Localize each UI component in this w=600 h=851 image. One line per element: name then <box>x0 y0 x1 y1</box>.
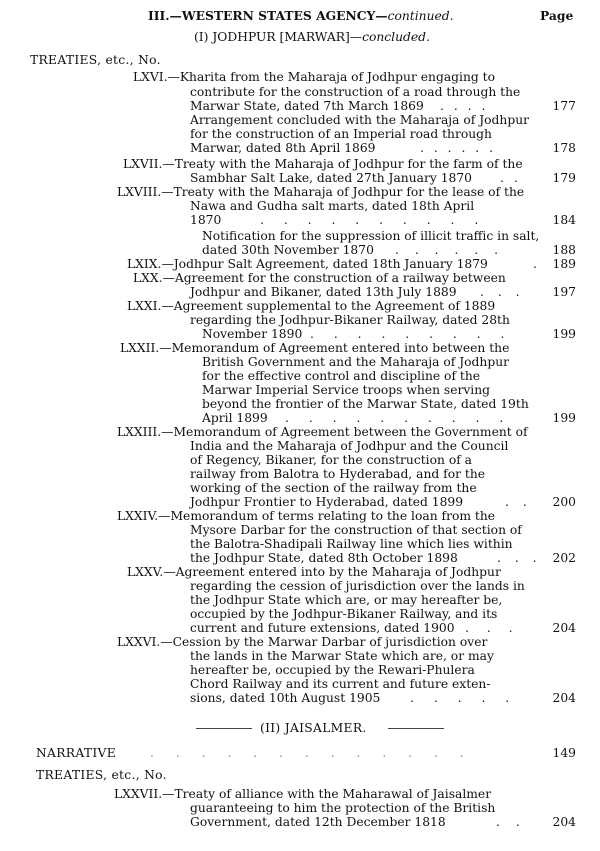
page-column-label: Page <box>540 8 574 23</box>
entry-line: LXVIII.—Treaty with the Maharaja of Jodhpur for the lease of the <box>117 185 525 199</box>
entry-line: current and future extensions, dated 1900 <box>190 621 455 635</box>
entry-line: the Balotra-Shadipali Railway line which lies within <box>190 537 513 551</box>
entry-line: Chord Railway and its current and future exten- <box>190 677 491 691</box>
leader-dots: . . . <box>465 621 520 635</box>
leader-dots: . . . <box>497 551 542 565</box>
leader-dots: . . . . . . . . . . . . . <box>150 746 473 760</box>
treaties-heading: TREATIES, etc., No. <box>30 53 161 67</box>
leader-dots: . <box>533 257 540 271</box>
leader-dots: . . <box>496 815 526 829</box>
entry-line: Jodhpur Frontier to Hyderabad, dated 1899 <box>190 495 464 509</box>
entry-line: Marwar Imperial Service troops when serving <box>202 383 491 397</box>
entry-line: the lands in the Marwar State which are, or may <box>190 649 494 663</box>
leader-dots: . . . <box>480 285 525 299</box>
entry-line: 1870 <box>190 213 222 227</box>
narrative-label: NARRATIVE <box>36 746 116 760</box>
entry-line: Jodhpur and Bikaner, dated 13th July 1889 <box>190 285 457 299</box>
entry-line: Notification for the suppression of illicit traffic in salt, <box>202 229 540 243</box>
leader-dots: . . . . . . <box>420 141 496 155</box>
page-number: 149 <box>552 746 576 760</box>
section-title-jodhpur: (I) JODHPUR [MARWAR]—concluded. <box>194 30 430 44</box>
leader-dots: . . . . . . . . . . <box>260 213 487 227</box>
section-rule-right <box>388 728 444 729</box>
entry-line: LXXII.—Memorandum of Agreement entered into between the <box>120 341 510 355</box>
leader-dots: . . . . . . . . . . <box>285 411 512 425</box>
entry-line: working of the section of the railway from the <box>190 481 477 495</box>
entry-line: the Jodhpur State which are, or may hereafter be, <box>190 593 503 607</box>
page-number: 204 <box>552 691 576 705</box>
entry-line: November 1890 <box>202 327 303 341</box>
entry-line: LXXI.—Agreement supplemental to the Agreement of 1889 <box>127 299 496 313</box>
entry-line: LXXIII.—Memorandum of Agreement between the Government of <box>117 425 528 439</box>
leader-dots: . . <box>500 171 521 185</box>
entry-line: British Government and the Maharaja of Jodhpur <box>202 355 509 369</box>
running-header: III.—WESTERN STATES AGENCY—continued. <box>148 8 454 23</box>
page-number: 177 <box>552 99 576 113</box>
page-number: 179 <box>552 171 576 185</box>
leader-dots: . . . . . . <box>395 243 504 257</box>
page-number: 202 <box>552 551 576 565</box>
entry-line: contribute for the construction of a road through the <box>190 85 521 99</box>
entry-line: Sambhar Salt Lake, dated 27th January 1870 <box>190 171 472 185</box>
entry-line: dated 30th November 1870 <box>202 243 374 257</box>
page-number: 199 <box>552 327 576 341</box>
entry-line: railway from Balotra to Hyderabad, and for the <box>190 467 486 481</box>
entry-line: for the construction of an Imperial road through <box>190 127 492 141</box>
leader-dots: . . . . . . . . . <box>310 327 513 341</box>
leader-dots: . . . . . <box>410 691 518 705</box>
page-number: 178 <box>552 141 576 155</box>
entry-line: April 1899 <box>202 411 268 425</box>
section-rule-left <box>196 728 252 729</box>
leader-dots: . . <box>505 495 532 509</box>
entry-line: LXIX.—Jodhpur Salt Agreement, dated 18th January 1879 <box>127 257 488 271</box>
page-number: 199 <box>552 411 576 425</box>
entry-line: of Regency, Bikaner, for the construction of a <box>190 453 473 467</box>
page-number: 200 <box>552 495 576 509</box>
entry-line: Government, dated 12th December 1818 <box>190 815 446 829</box>
entry-line: LXVII.—Treaty with the Maharaja of Jodhpur for the farm of the <box>123 157 523 171</box>
entry-line: Marwar, dated 8th April 1869 <box>190 141 376 155</box>
entry-line: Arrangement concluded with the Maharaja of Jodhpur <box>190 113 529 127</box>
page-number: 204 <box>552 621 576 635</box>
entry-line: India and the Maharaja of Jodhpur and the Council <box>190 439 509 453</box>
entry-line: for the effective control and discipline of the <box>202 369 481 383</box>
entry-line: regarding the Jodhpur-Bikaner Railway, dated 28th <box>190 313 510 327</box>
entry-line: Marwar State, dated 7th March 1869 <box>190 99 424 113</box>
entry-line: sions, dated 10th August 1905 <box>190 691 381 705</box>
entry-line: occupied by the Jodhpur-Bikaner Railway, and its <box>190 607 498 621</box>
entry-line: LXVI.—Kharita from the Maharaja of Jodhpur engaging to <box>133 70 495 84</box>
entry-line: LXXV.—Agreement entered into by the Maharaja of Jodhpur <box>127 565 501 579</box>
leader-dots: . . . . <box>440 99 489 113</box>
entry-line: hereafter be, occupied by the Rewari-Phulera <box>190 663 475 677</box>
entry-line: the Jodhpur State, dated 8th October 1898 <box>190 551 458 565</box>
entry-line: LXXIV.—Memorandum of terms relating to the loan from the <box>117 509 496 523</box>
page-number: 197 <box>552 285 576 299</box>
entry-line: Nawa and Gudha salt marts, dated 18th April <box>190 199 475 213</box>
page-number: 184 <box>552 213 576 227</box>
page-number: 188 <box>552 243 576 257</box>
treaties-heading: TREATIES, etc., No. <box>36 768 167 782</box>
page-number: 189 <box>552 257 576 271</box>
entry-line: guaranteeing to him the protection of the British <box>190 801 496 815</box>
entry-line: LXXVI.—Cession by the Marwar Darbar of jurisdiction over <box>117 635 488 649</box>
entry-line: LXX.—Agreement for the construction of a railway between <box>133 271 506 285</box>
page-number: 204 <box>552 815 576 829</box>
entry-line: LXXVII.—Treaty of alliance with the Maharawal of Jaisalmer <box>114 787 492 801</box>
entry-line: Mysore Darbar for the construction of that section of <box>190 523 522 537</box>
entry-line: regarding the cession of jurisdiction over the lands in <box>190 579 525 593</box>
entry-line: beyond the frontier of the Marwar State, dated 19th <box>202 397 529 411</box>
section-title-jaisalmer: (II) JAISALMER. <box>260 721 367 735</box>
